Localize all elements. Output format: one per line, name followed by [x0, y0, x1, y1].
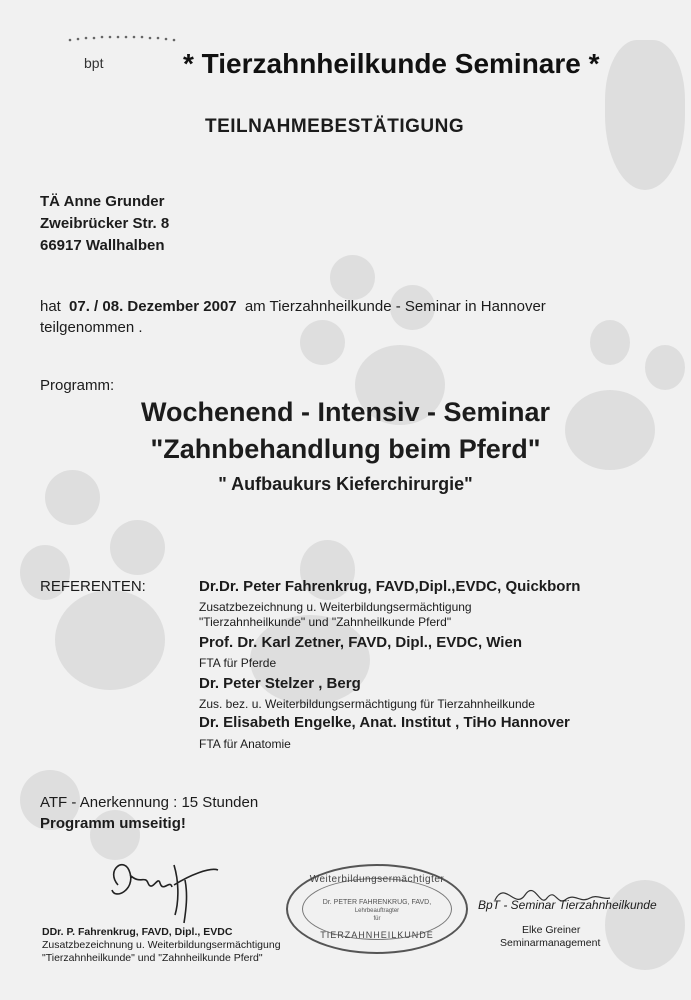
- attendance-line: [40, 298, 546, 315]
- right-signatory-role: Seminarmanagement: [500, 937, 601, 949]
- stamp-middle-text-3: für: [373, 916, 381, 922]
- speaker-2-note: FTA für Pferde: [199, 656, 277, 670]
- program-title-3: " Aufbaukurs Kieferchirurgie": [218, 474, 473, 494]
- attendance-dates: 07. / 08. Dezember 2007: [69, 298, 237, 315]
- header-title: * Tierzahnheilkunde Seminare *: [183, 48, 600, 79]
- recipient-city: 66917 Wallhalben: [40, 237, 165, 254]
- program-label: Programm:: [40, 377, 115, 394]
- speaker-2-name: Prof. Dr. Karl Zetner, FAVD, Dipl., EVDC, Wien: [199, 634, 522, 651]
- right-organization: BpT - Seminar Tierzahnheilkunde: [478, 898, 657, 912]
- left-signatory-line2: Zusatzbezeichnung u. Weiterbildungsermächtigung: [42, 939, 281, 951]
- left-signature: [100, 845, 230, 930]
- stamp-bottom-text: TIERZAHNHEILKUNDE: [320, 930, 434, 940]
- program-title-1: Wochenend - Intensiv - Seminar: [140, 397, 551, 427]
- recognition-hours: ATF - Anerkennung : 15 Stunden: [40, 794, 259, 811]
- right-signatory-name: Elke Greiner: [522, 924, 581, 936]
- left-signatory-line3: "Tierzahnheilkunde" und "Zahnheilkunde Pferd": [42, 952, 263, 964]
- speaker-4-note: FTA für Anatomie: [199, 737, 291, 751]
- speaker-1-note-1: Zusatzbezeichnung u. Weiterbildungsermächtigung: [199, 600, 472, 614]
- official-stamp: [286, 864, 468, 954]
- speaker-3-name: Dr. Peter Stelzer , Berg: [199, 675, 361, 692]
- stamp-middle-text: Dr. PETER FAHRENKRUG, FAVD,: [322, 899, 432, 906]
- stamp-top-text: Weiterbildungsermächtigter: [309, 874, 445, 885]
- speaker-1-note-2: "Tierzahnheilkunde" und "Zahnheilkunde Pferd": [199, 615, 452, 629]
- left-signatory-name: DDr. P. Fahrenkrug, FAVD, Dipl., EVDC: [42, 926, 233, 938]
- speaker-1-name: Dr.Dr. Peter Fahrenkrug, FAVD,Dipl.,EVDC, Quickborn: [199, 578, 581, 595]
- program-title-2: "Zahnbehandlung beim Pferd": [150, 434, 541, 464]
- logo-text: bpt: [84, 55, 104, 71]
- stamp-middle-text-2: Lehrbeauftragter: [354, 908, 400, 914]
- attendance-line2: teilgenommen .: [40, 319, 143, 336]
- logo-dots: [66, 34, 186, 44]
- speaker-4-name: Dr. Elisabeth Engelke, Anat. Institut , TiHo Hannover: [199, 714, 570, 731]
- attendance-prefix: hat: [40, 298, 61, 315]
- right-signature: [485, 870, 615, 920]
- document-title: TEILNAHMEBESTÄTIGUNG: [205, 116, 465, 137]
- recipient-street: Zweibrücker Str. 8: [40, 215, 170, 232]
- speaker-3-note: Zus. bez. u. Weiterbildungsermächtigung für Tierzahnheilkunde: [199, 697, 535, 711]
- attendance-suffix: am Tierzahnheilkunde - Seminar in Hannover: [244, 298, 546, 315]
- recipient-name: TÄ Anne Grunder: [40, 193, 165, 210]
- speakers-label: REFERENTEN:: [40, 578, 146, 595]
- recognition-note: Programm umseitig!: [40, 815, 186, 832]
